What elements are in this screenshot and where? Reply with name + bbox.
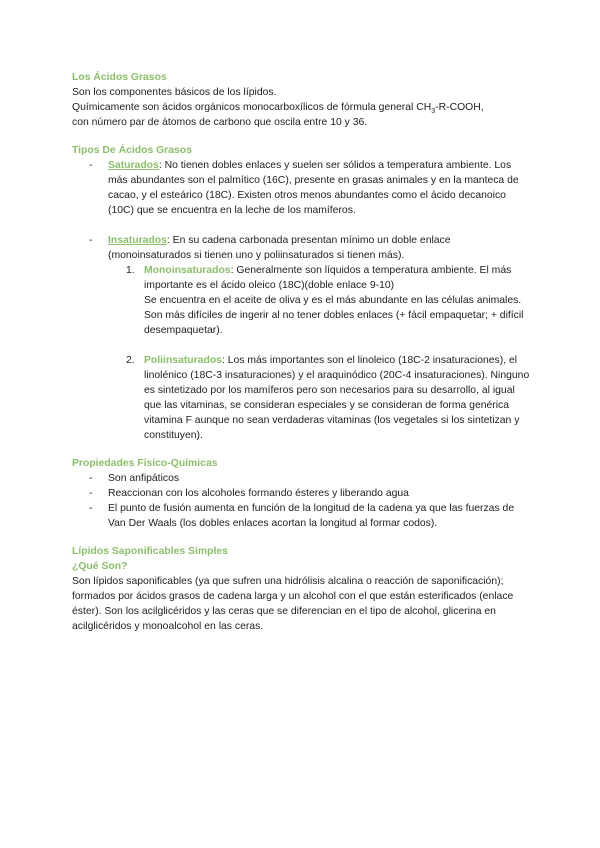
intro-line-3: con número par de átomos de carbono que oscila entre 10 y 36. — [72, 117, 368, 128]
mono-text-2: Se encuentra en el aceite de oliva y es el más abundante en las células animales. — [144, 295, 522, 306]
heading-acidos-grasos: Los Ácidos Grasos — [72, 72, 167, 83]
list-item-propiedad-2: - Reaccionan con los alcoholes formando ésteres y liberando agua — [89, 488, 409, 499]
intro-line-2-end: -R-COOH, — [435, 102, 484, 113]
term-monoinsaturados: Monoinsaturados — [144, 265, 231, 276]
list-number-1: 1. — [126, 265, 135, 276]
mono-text-3: Son más difíciles de ingerir al no tener dobles enlaces (+ fácil empaquetar; + difícil desempaquetar). — [144, 310, 524, 336]
intro-line-1: Son los componentes básicos de los lípidos. — [72, 87, 277, 98]
propiedad-1-text: Son anfipáticos — [108, 473, 180, 484]
intro-line-2: Químicamente son ácidos orgánicos monocarboxílicos de fórmula general CH — [72, 102, 432, 113]
term-poliinsaturados: Poliinsaturados — [144, 355, 222, 366]
heading-lipidos-saponificables: Lípidos Saponificables Simples — [72, 546, 228, 557]
subheading-que-son: ¿Qué Son? — [72, 561, 128, 572]
list-item-propiedad-1: - Son anfipáticos — [89, 473, 180, 484]
formula-subscript: 3 — [431, 108, 436, 116]
poli-text: : Los más importantes son el linoleico (18C-2 insaturaciones), el linolénico (18C-3 insaturaciones) y el araquinódico (20C-4 insaturaciones). Ninguno es sintetizado por los mamíferos pero son necesarios para su desarrollo, al igual que las vitaminas, se consideran especiales y se consideran de forma genérica vitamina F aunque no sean verdaderas vitaminas (los vegetales si los sintetizan y constituyen). — [144, 355, 530, 441]
heading-tipos: Tipos De Ácidos Grasos — [72, 145, 192, 156]
heading-propiedades: Propiedades Físico-Químicas — [72, 458, 218, 469]
list-item-propiedad-3: - El punto de fusión aumenta en función de la longitud de la cadena ya que las fuerzas de Van Der Waals (los dobles enlaces acortan la longitud al formar codos). — [89, 503, 515, 529]
list-item-insaturados: - Insaturados: En su cadena carbonada presentan mínimo un doble enlace (monoinsaturados si tienen uno y poliinsaturados si tienen más). — [89, 235, 451, 261]
list-item-poliinsaturados — [72, 353, 530, 443]
list-item-saturados: - Saturados: No tienen dobles enlaces y suelen ser sólidos a temperatura ambiente. Los más abundantes son el palmítico (16C), presente en grasas animales y en la manteca de cacao, y el esteárico (18C). Existen otros menos abundantes como el ácido decanoico (10C) que se encuentra en la leche de los mamíferos. — [89, 160, 519, 216]
term-insaturados: Insaturados — [108, 235, 167, 246]
saturados-text: : No tienen dobles enlaces y suelen ser sólidos a temperatura ambiente. Los más abundantes son el palmítico (16C), presente en grasas animales y en la manteca de cacao, y el esteárico (18C). Existen otros menos abundantes como el ácido decanoico (10C) que se encuentra en la leche de los mamíferos. — [108, 160, 519, 216]
paragraph-que-son: Son lípidos saponificables (ya que sufren una hidrólisis alcalina o reacción de saponificación); formados por ácidos grasos de cadena larga y un alcohol con el que están esterificados (enlace éster). Son los acilglicéridos y las ceras que se diferencian en el tipo de alcohol, glicerina en acilglicéridos y monoalcohol en las ceras. — [72, 576, 514, 632]
list-item-monoinsaturados — [72, 263, 530, 338]
propiedad-2-text: Reaccionan con los alcoholes formando ésteres y liberando agua — [108, 488, 409, 499]
paragraph-intro — [72, 85, 530, 130]
mono-text: : Generalmente son líquidos a temperatura ambiente. El más importante es el ácido oleico (18C)(doble enlace 9-10) — [144, 265, 512, 291]
term-saturados: Saturados — [108, 160, 159, 171]
list-number-2: 2. — [126, 355, 135, 366]
insaturados-text: : En su cadena carbonada presentan mínimo un doble enlace (monoinsaturados si tienen uno y poliinsaturados si tienen más). — [108, 235, 451, 261]
document-content — [72, 70, 530, 634]
propiedad-3-text: El punto de fusión aumenta en función de la longitud de la cadena ya que las fuerzas de Van Der Waals (los dobles enlaces acortan la longitud al formar codos). — [108, 503, 515, 529]
